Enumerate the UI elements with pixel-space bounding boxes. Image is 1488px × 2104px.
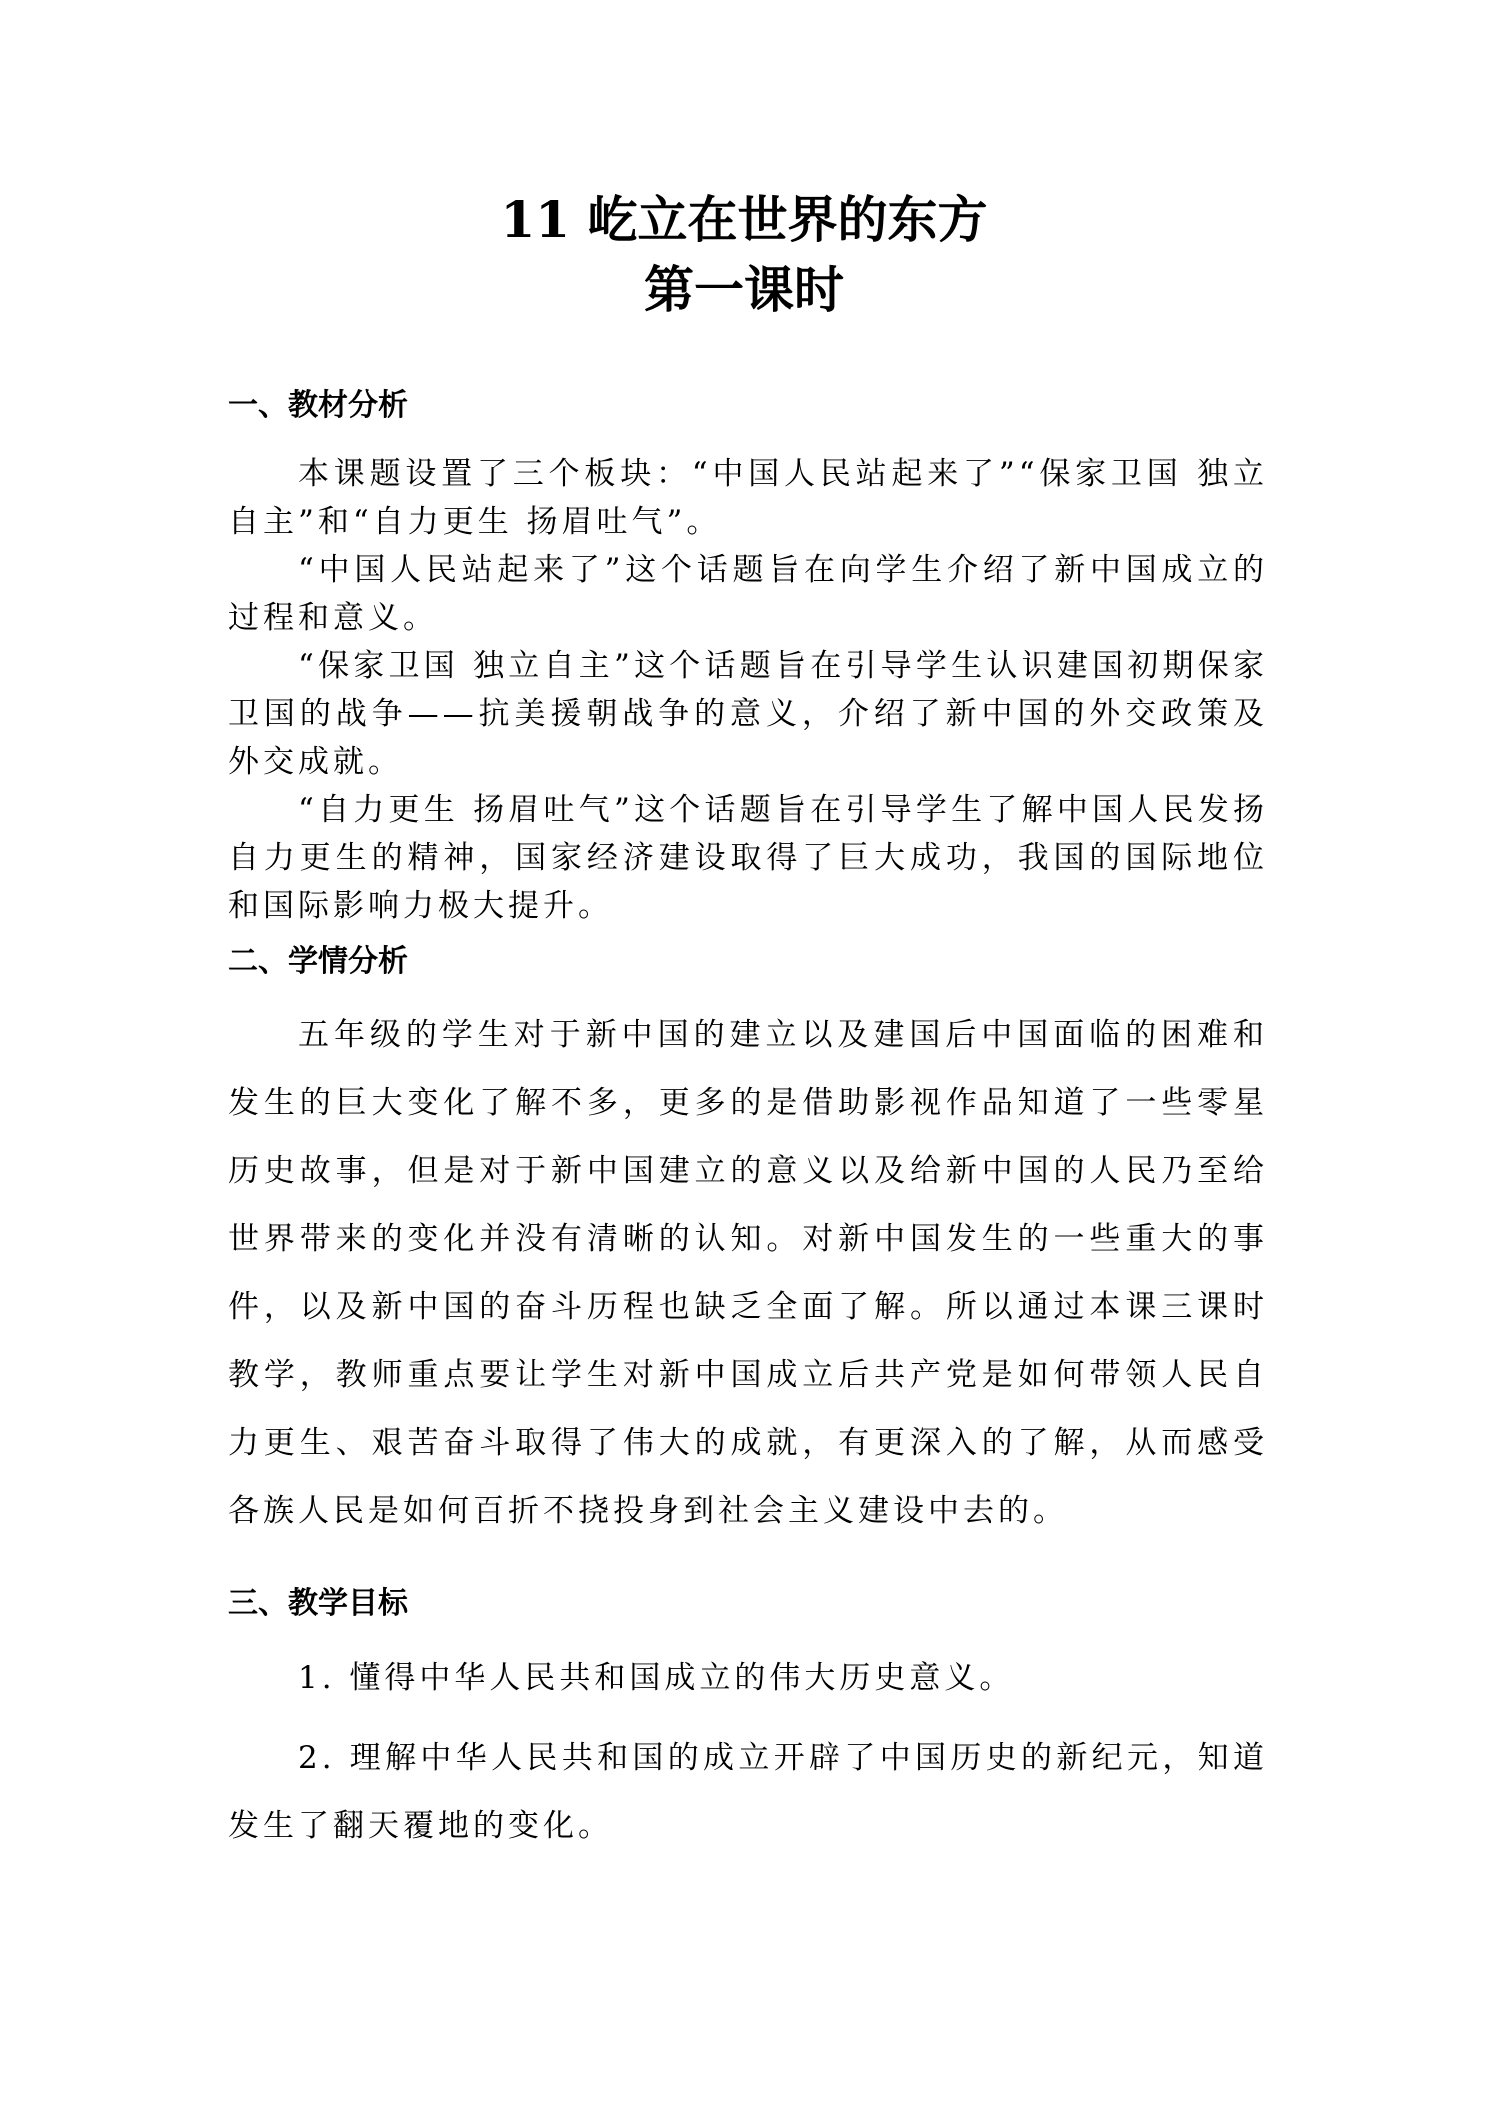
paragraph-topic-stand-up: “中国人民站起来了”这个话题旨在向学生介绍了新中国成立的过程和意义。 xyxy=(228,552,1268,636)
paragraph-student-analysis: 五年级的学生对于新中国的建立以及建国后中国面临的困难和发生的巨大变化了解不多，更多的是借助影视作品知道了一些零星历史故事，但是对于新中国建立的意义以及给新中国的人民乃至给世界带来的变化并没有清晰的认知。对新中国发生的一些重大的事件，以及新中国的奋斗历程也缺乏全面了解。所以通过本课三课时教学，教师重点要让学生对新中国成立后共产党是如何带领人民自力更生、艰苦奋斗取得了伟大的成就，有更深入的了解，从而感受各族人民是如何百折不挠投身到社会主义建设中去的。 xyxy=(228,1017,1268,1529)
section-heading-teaching-goals: 三、教学目标 xyxy=(228,1586,408,1621)
paragraph-topic-defend-country: “保家卫国 独立自主”这个话题旨在引导学生认识建国初期保家卫国的战争——抗美援朝战争的意义，介绍了新中国的外交政策及外交成就。 xyxy=(228,648,1268,780)
section-heading-student-analysis: 二、学情分析 xyxy=(228,944,408,979)
goal-item-1: 1. 懂得中华人民共和国成立的伟大历史意义。 xyxy=(298,1660,1015,1696)
document-subtitle: 第一课时 xyxy=(644,260,844,319)
goal-item-2: 2. 理解中华人民共和国的成立开辟了中国历史的新纪元，知道发生了翻天覆地的变化。 xyxy=(228,1740,1268,1844)
paragraph-topic-self-reliance: “自力更生 扬眉吐气”这个话题旨在引导学生了解中国人民发扬自力更生的精神，国家经济建设取得了巨大成功，我国的国际地位和国际影响力极大提升。 xyxy=(228,792,1268,924)
document-title: 11 屹立在世界的东方 xyxy=(500,190,988,249)
section-heading-textbook-analysis: 一、教材分析 xyxy=(228,388,408,423)
paragraph-textbook-overview: 本课题设置了三个板块：“中国人民站起来了”“保家卫国 独立自主”和“自力更生 扬眉吐气”。 xyxy=(228,456,1268,540)
